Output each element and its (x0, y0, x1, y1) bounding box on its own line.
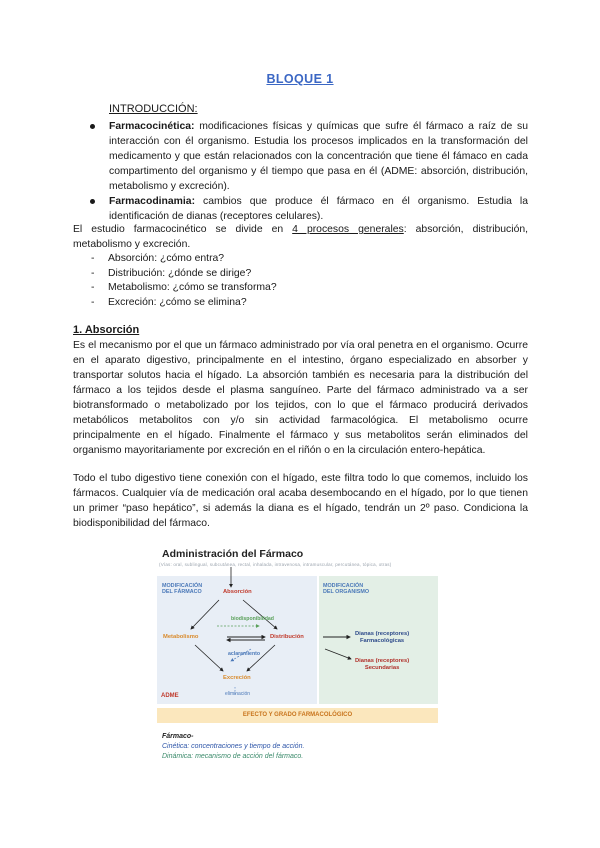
list-item (88, 119, 528, 194)
definition: cambios que produce él fármaco en él organismo. Estudia la identificación de dianas (receptores celulares). (109, 196, 528, 222)
label-line: Dianas (receptores) (355, 631, 410, 637)
arrow (243, 600, 277, 629)
figure-subtitle: (Vías: oral, sublingual, subcutánea, rectal, inhalada, intravenosa, intramuscular, percutánea, tópica, otras) (159, 562, 392, 567)
adme-label: ADME (161, 693, 179, 699)
arrow (247, 645, 275, 671)
page-title: BLOQUE 1 (266, 72, 334, 86)
node-biodisponibilidad: biodisponibilidad (231, 616, 274, 622)
label-line: MODIFICACIÓN (162, 583, 203, 589)
figure-footnote (162, 732, 304, 761)
effect-banner: EFECTO Y GRADO FARMACOLÓGICO (157, 708, 438, 723)
footnote-cinetica: Cinética: concentraciones y tiempo de acción. (162, 742, 305, 750)
adme-figure (155, 545, 445, 770)
absorcion-paragraph-1: Es el mecanismo por el que un fármaco administrado por vía oral penetra en el organismo. Ocurre en el aparato digestivo, principalmente en el intestino, órgano especializado en absorber y transportar solutos hacia el hígado. La absorción también es necesaria para la distribución del fármaco a los tejidos desde el plasma sanguíneo. Parte del fármaco administrado va a ser biotransformado o metabolizado por los tejidos, con lo que el fármaco producirá derivados metabólicos metabolitos con y/o sin actividad farmacológica. El metabolismo ocurre principalmente en el hígado. Finalmente el fármaco y sus metabolitos serán eliminados del organismo mayoritariamente por excreción en el riñón o en la circulación entero-hepática. (73, 340, 528, 456)
node-excrecion: Excreción (223, 675, 251, 681)
node-aclaramiento: aclaramiento (228, 651, 261, 657)
label-line: Dianas (receptores) (355, 658, 410, 664)
section-heading: 1. Absorción (73, 324, 140, 336)
arrow (325, 649, 351, 659)
footnote-title: Fármaco- (162, 733, 194, 740)
label-line: DEL FÁRMACO (162, 589, 202, 596)
text-run: : absorción, distribución, metabolismo y excreción. (73, 224, 529, 250)
underlined-text: 4 procesos generales (292, 224, 404, 235)
footnote-dinamica: Dinámica: mecanismo de acción del fármaco. (162, 752, 304, 760)
absorcion-paragraph-2: Todo el tubo digestivo tiene conexión con el hígado, este filtra todo lo que comemos, incluido los fármacos. Cualquier vía de medicación oral acaba desembocando en el hígado, por lo que tienen un primer “paso hepático”, si además la diana es el hígado, tendrán un 2º paso. Condiciona la biodisponibilidad del fármaco. (73, 473, 528, 529)
node-distribucion: Distribución (270, 634, 304, 640)
questions-list (91, 252, 277, 310)
arrow (195, 645, 223, 671)
text-run: El estudio farmacocinético se divide en (73, 224, 293, 235)
node-eliminacion: eliminación (225, 691, 251, 697)
processes-paragraph (73, 222, 528, 252)
label-line: DEL ORGANISMO (323, 589, 370, 596)
list-item: - Absorción: ¿cómo entra? (91, 252, 277, 267)
definitions-list (88, 119, 528, 224)
label-line: MODIFICACIÓN (323, 583, 364, 589)
node-absorcion: Absorción (223, 589, 252, 595)
arrow (191, 600, 219, 629)
term: Farmacocinética: (109, 121, 195, 132)
intro-heading: INTRODUCCIÓN: (109, 103, 198, 115)
label-line: Farmacológicas (360, 638, 405, 644)
figure-title: Administración del Fármaco (162, 548, 304, 560)
list-item (88, 194, 528, 224)
definition: modificaciones físicas y químicas que sufre él fármaco a raíz de su interacción con él organismo. Estudia los procesos implicados en la transformación del medicamento y que están relacionados con la concentración que tiene él fámaco en cada compartimento del organismo y él tiempo que pasa en él (ADME: absorción, distribución, metabolismo y excreción). (109, 121, 528, 192)
term: Farmacodinamia: (109, 196, 196, 207)
node-dianas-farmacologicas (355, 631, 409, 645)
list-item: - Excreción: ¿cómo se elimina? (91, 296, 277, 311)
node-metabolismo: Metabolismo (163, 634, 199, 640)
list-item: - Metabolismo: ¿cómo se transforma? (91, 281, 277, 296)
node-dianas-secundarias (355, 658, 409, 672)
label-line: Secundarias (364, 665, 400, 671)
list-item: - Distribución: ¿dónde se dirige? (91, 267, 277, 282)
